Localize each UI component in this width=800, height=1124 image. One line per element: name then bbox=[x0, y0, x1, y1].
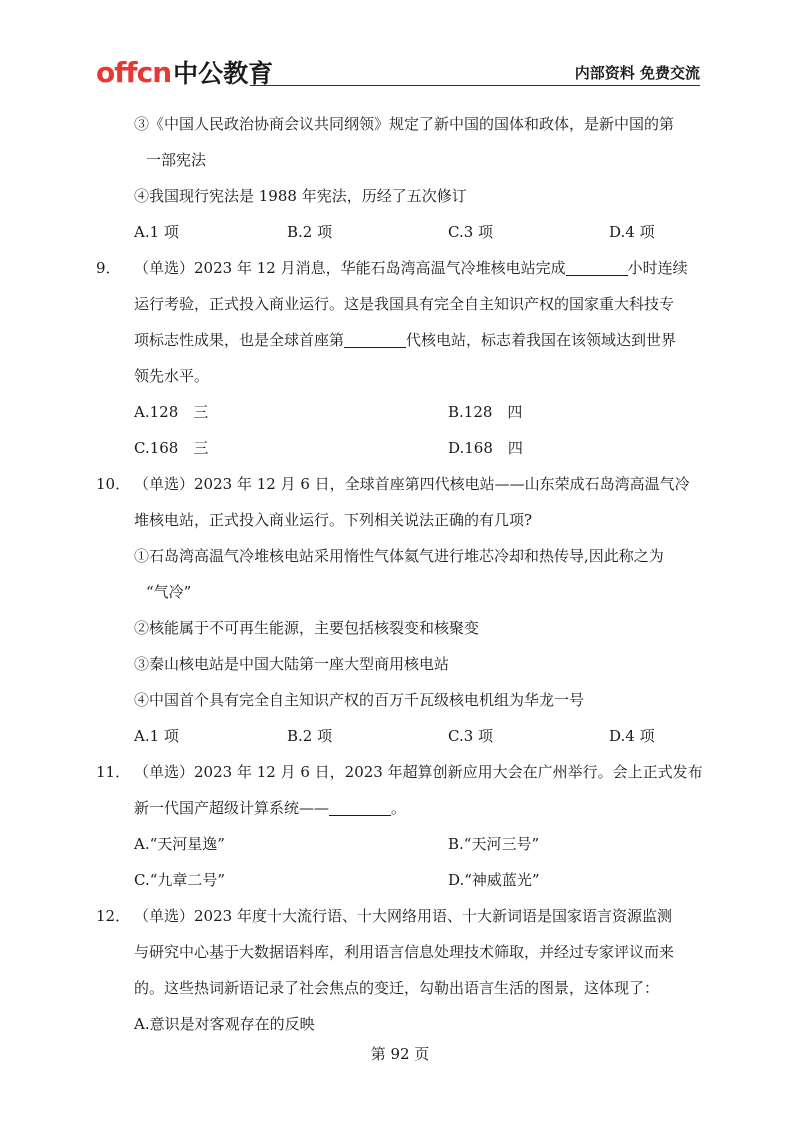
q10-item3: ③秦山核电站是中国大陆第一座大型商用核电站 bbox=[134, 655, 450, 673]
q9-line1-a: （单选）2023 年 12 月消息，华能石岛湾高温气冷堆核电站完成 bbox=[134, 259, 566, 277]
q9-line3-b: 代核电站，标志着我国在该领域达到世界 bbox=[406, 331, 677, 349]
q9-options-row2 bbox=[96, 430, 706, 466]
q11-option-b[interactable]: B.“天河三号” bbox=[448, 835, 540, 853]
q11-blank bbox=[329, 797, 391, 816]
q12-line3: 的。这些热词新语记录了社会焦点的变迁，勾勒出语言生活的图景，这体现了： bbox=[134, 979, 660, 997]
page-number: 第 92 页 bbox=[370, 1045, 430, 1063]
q11-line1: （单选）2023 年 12 月 6 日，2023 年超算创新应用大会在广州举行。会上正式发布 bbox=[134, 763, 703, 781]
q9-head bbox=[96, 250, 706, 286]
q10-line2: 堆核电站，正式投入商业运行。下列相关说法正确的有几项? bbox=[134, 511, 533, 529]
q9-blank-2 bbox=[344, 329, 406, 348]
q10-item1-line1: ①石岛湾高温气冷堆核电站采用惰性气体氦气进行堆芯冷却和热传导,因此称之为 bbox=[134, 547, 664, 565]
q9-option-c[interactable]: C.168 三 bbox=[134, 439, 209, 457]
q8-option-d[interactable]: D.4 项 bbox=[609, 223, 655, 241]
header-tagline: 内部资料 免费交流 bbox=[574, 64, 700, 82]
q11-option-a[interactable]: A.“天河星逸” bbox=[134, 835, 225, 853]
q9-number: 9． bbox=[96, 259, 121, 277]
q10-option-b[interactable]: B.2 项 bbox=[287, 727, 333, 745]
q11-number: 11． bbox=[96, 763, 131, 781]
q12-head bbox=[96, 898, 706, 934]
q9-line2: 运行考验，正式投入商业运行。这是我国具有完全自主知识产权的国家重大科技专 bbox=[134, 295, 675, 313]
q10-option-d[interactable]: D.4 项 bbox=[609, 727, 655, 745]
q10-head bbox=[96, 466, 706, 502]
header-rule bbox=[250, 85, 700, 86]
q8-option-c[interactable]: C.3 项 bbox=[448, 223, 494, 241]
q9-line3-a: 项标志性成果，也是全球首座第 bbox=[134, 331, 345, 349]
document-body bbox=[96, 106, 706, 1042]
q9-options-row1 bbox=[96, 394, 706, 430]
q10-options bbox=[96, 718, 706, 754]
q8-option-a[interactable]: A.1 项 bbox=[134, 223, 179, 241]
q10-number: 10． bbox=[96, 475, 131, 493]
q11-line2 bbox=[96, 790, 706, 826]
q12-line1: （单选）2023 年度十大流行语、十大网络用语、十大新词语是国家语言资源监测 bbox=[134, 907, 672, 925]
q8-item4: ④我国现行宪法是 1988 年宪法，历经了五次修订 bbox=[134, 187, 467, 205]
q9-line1 bbox=[134, 250, 688, 286]
q11-options-row1 bbox=[96, 826, 706, 862]
q8-item3-line1: ③《中国人民政治协商会议共同纲领》规定了新中国的国体和政体，是新中国的第 bbox=[134, 115, 675, 133]
q12-line2: 与研究中心基于大数据语料库，利用语言信息处理技术筛取，并经过专家评议而来 bbox=[134, 943, 675, 961]
q9-line3 bbox=[96, 322, 706, 358]
q9-option-a[interactable]: A.128 三 bbox=[134, 403, 209, 421]
q10-option-c[interactable]: C.3 项 bbox=[448, 727, 494, 745]
q11-line2-b: 。 bbox=[391, 799, 407, 817]
q10-item2: ②核能属于不可再生能源，主要包括核裂变和核聚变 bbox=[134, 619, 480, 637]
q8-item3-line2: 一部宪法 bbox=[146, 151, 207, 169]
q9-blank-1 bbox=[566, 257, 628, 276]
q11-head bbox=[96, 754, 706, 790]
q11-option-d[interactable]: D.“神威蓝光” bbox=[448, 871, 540, 889]
logo-english: offcn bbox=[96, 56, 172, 89]
q10-option-a[interactable]: A.1 项 bbox=[134, 727, 179, 745]
q9-option-b[interactable]: B.128 四 bbox=[448, 403, 523, 421]
q9-line4: 领先水平。 bbox=[134, 367, 210, 385]
q9-option-d[interactable]: D.168 四 bbox=[448, 439, 523, 457]
q11-options-row2 bbox=[96, 862, 706, 898]
q11-line2-a: 新一代国产超级计算系统—— bbox=[134, 799, 330, 817]
q12-number: 12． bbox=[96, 907, 131, 925]
q10-line1: （单选）2023 年 12 月 6 日，全球首座第四代核电站——山东荣成石岛湾高温气冷 bbox=[134, 475, 690, 493]
q12-option-a[interactable]: A.意识是对客观存在的反映 bbox=[134, 1015, 315, 1033]
q8-option-b[interactable]: B.2 项 bbox=[287, 223, 333, 241]
q10-item4: ④中国首个具有完全自主知识产权的百万千瓦级核电机组为华龙一号 bbox=[134, 691, 585, 709]
q10-item1-line2: “气冷” bbox=[146, 583, 192, 601]
q11-option-c[interactable]: C.“九章二号” bbox=[134, 871, 226, 889]
q8-options bbox=[96, 214, 706, 250]
q9-line1-b: 小时连续 bbox=[627, 259, 688, 277]
offcn-logo bbox=[96, 54, 273, 90]
page-header bbox=[96, 52, 700, 89]
logo-chinese: 中公教育 bbox=[173, 59, 274, 88]
